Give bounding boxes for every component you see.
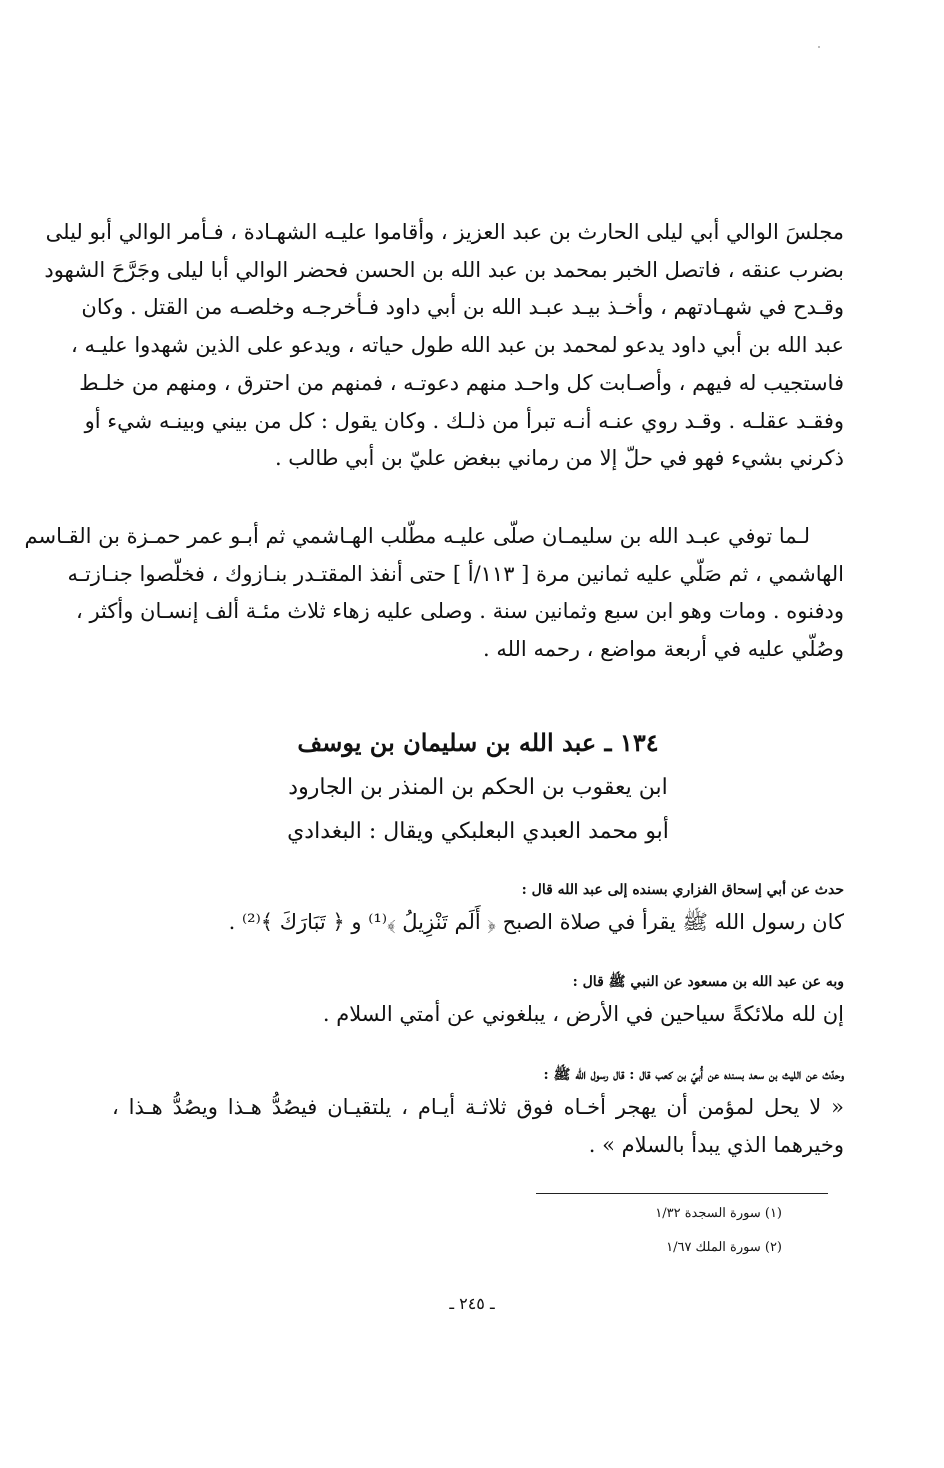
paragraph-1 [44,214,844,478]
hadith-isnad: وبه عن عبد الله بن مسعود عن النبي ﷺ قال : [572,974,844,990]
hadith-matn: « لا يحل لمؤمن أن يهجر أخـاه فوق ثلاثـة أيـام ، يلتقيـان فيصُدُّ هـذا ويصُدُّ هـذا ، [112,1095,844,1119]
text-line: الهاشمي ، ثم صَلّي عليه ثمانين مرة [ ١١٣/أ ] حتى أنفذ المقتـدر بنـازوك ، فخلّصوا جنـازتـه [67,561,844,586]
footnote-divider [536,1193,828,1194]
footnote: (١) سورة السجدة ١/٣٢ [655,1206,782,1221]
text-line: وفقـد عقلـه . وقـد روي عنـه أنـه تبرأ من ذلـك . وكان يقول : كل من بيني وبينـه شيء أو [84,408,844,433]
biography-heading [112,720,844,854]
hadith-3 [112,1062,844,1164]
hadith-matn: كان رسول الله ﷺ يقرأ في صلاة الصبح ﴿ أَلَم تَنْزِيلُ ﴾⁽¹⁾ و ﴿ تَبَارَكَ ﴾⁽²⁾ . [228,910,844,934]
text-line: بضرب عنقه ، فاتصل الخبر بمحمد بن عبد الله بن الحسن فحضر الوالي أبا ليلى وجَرَّحَ الشهود [44,257,844,282]
hadith-isnad: وحدّث عن الليث بن سعد بسنده عن أُبيّ بن كعب قال : قال رسول الله ﷺ : [543,1067,844,1083]
entry-lineage: ابن يعقوب بن الحكم بن المنذر بن الجارود [288,775,668,800]
text-line: عبد الله بن أبي داود يدعو لمحمد بن عبد الله طول حياته ، ويدعو على الذين شهدوا عليـه ، [70,333,844,358]
text-line: فاستجيب له فيهم ، وأصـابت كل واحـد منهم دعوتـه ، فمنهم من احترق ، ومنهم من خلـط [79,370,844,395]
text-line: ذكرني بشيء فهو في حلّ إلا من رماني ببغض عليّ بن أبي طالب . [274,446,844,471]
hadith-matn: وخيرهما الذي يبدأ بالسلام » . [588,1133,844,1157]
hadith-2 [112,969,844,1033]
page-number: ـ ٢٤٥ ـ [449,1294,495,1313]
hadith-isnad: حدث عن أبي إسحاق الفزاري بسنده إلى عبد الله قال : [521,882,844,898]
text-line: وصُلّي عليه في أربعة مواضع ، رحمه الله . [482,637,844,662]
hadith-1 [112,877,844,941]
text-line: مجلسَ الوالي أبي ليلى الحارث بن عبد العزيز ، وأقاموا عليـه الشهـادة ، فـأمر الوالي أبو ليلى [45,220,844,244]
scan-speck [818,46,820,48]
footnote: (٢) سورة الملك ١/٦٧ [666,1240,782,1255]
entry-kunya: أبو محمد العبدي البعلبكي ويقال : البغدادي [287,819,669,844]
text-line: لـما توفي عبـد الله بن سليمـان صلّى عليـه مطّلب الهـاشمي ثم أبـو عمر حمـزة بن القـاسم [24,524,810,548]
hadith-matn: إن لله ملائكةً سياحين في الأرض ، يبلغوني عن أمتي السلام . [322,1002,844,1026]
entry-title: ١٣٤ ـ عبد الله بن سليمان بن يوسف [297,728,659,757]
text-line: وقـدح في شهـادتهم ، وأخـذ بيـد عبـد الله بن أبي داود فـأخرجـه وخلصـه من القتل . وكان [81,295,844,320]
paragraph-2 [24,518,844,669]
text-line: ودفنوه . ومات وهو ابن سبع وثمانين سنة . وصلى عليه زهاء ثلاث مئـة ألف إنسـان وأكثر ، [76,599,844,624]
